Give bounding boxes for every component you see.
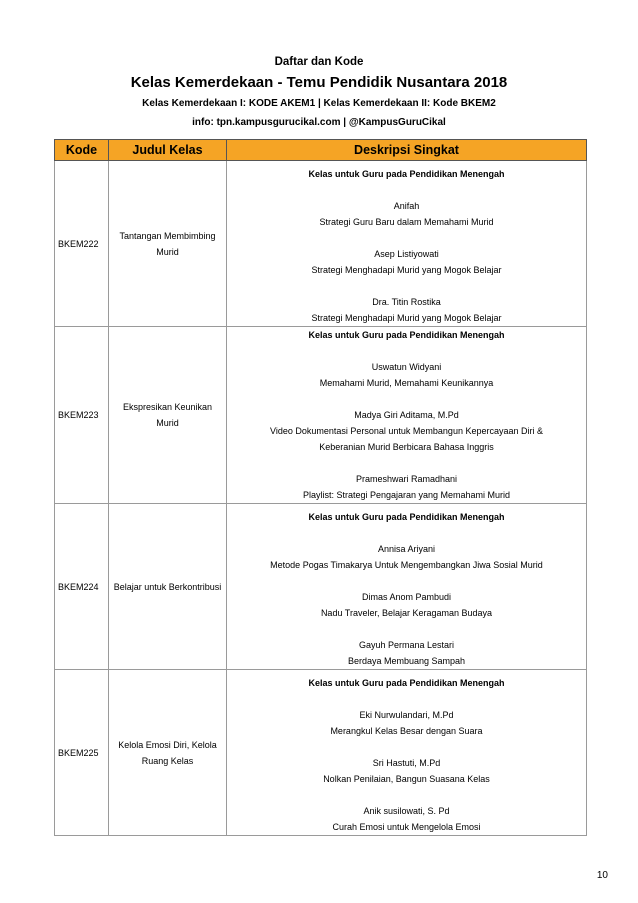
- desc-category: Kelas untuk Guru pada Pendidikan Menengah: [308, 169, 505, 179]
- desc-topic: Strategi Guru Baru dalam Memahami Murid: [319, 217, 494, 227]
- desc-topic: Berdaya Membuang Sampah: [347, 656, 466, 666]
- info-line: info: tpn.kampusgurucikal.com | @KampusGuruCikal: [192, 117, 446, 128]
- desc-topic: Curah Emosi untuk Mengelola Emosi: [332, 822, 481, 832]
- table-row: [55, 161, 587, 327]
- cell-deskripsi: [227, 670, 587, 836]
- cell-kode: BKEM224: [55, 504, 109, 670]
- desc-spacer: [227, 691, 586, 707]
- cell-kode: BKEM222: [55, 161, 109, 327]
- desc-topic: Strategi Menghadapi Murid yang Mogok Belajar: [311, 265, 502, 275]
- document-title: Kelas Kemerdekaan - Temu Pendidik Nusantara 2018: [130, 74, 508, 91]
- desc-spacer: [227, 182, 586, 198]
- desc-spacer: [227, 739, 586, 755]
- desc-spacer: [227, 343, 586, 359]
- document-heading: Daftar dan Kode: [274, 56, 364, 68]
- desc-speaker: Eki Nurwulandari, M.Pd: [359, 710, 454, 720]
- desc-spacer: [227, 621, 586, 637]
- desc-speaker: Gayuh Permana Lestari: [358, 640, 455, 650]
- class-codes-line: Kelas Kemerdekaan I: KODE AKEM1 | Kelas Kemerdekaan II: Kode BKEM2: [142, 98, 496, 109]
- desc-spacer: [227, 525, 586, 541]
- cell-deskripsi: [227, 161, 587, 327]
- desc-topic: Keberanian Murid Berbicara Bahasa Inggris: [319, 442, 494, 452]
- cell-judul: Ekspresikan Keunikan Murid: [109, 327, 227, 504]
- cell-judul: Kelola Emosi Diri, Kelola Ruang Kelas: [109, 670, 227, 836]
- desc-speaker: Asep Listiyowati: [374, 249, 439, 259]
- column-header-deskripsi: Deskripsi Singkat: [227, 140, 587, 161]
- desc-spacer: [227, 230, 586, 246]
- desc-category: Kelas untuk Guru pada Pendidikan Menengah: [308, 678, 505, 688]
- desc-spacer: [227, 787, 586, 803]
- desc-category: Kelas untuk Guru pada Pendidikan Menengah: [308, 330, 505, 340]
- cell-judul: Belajar untuk Berkontribusi: [109, 504, 227, 670]
- desc-topic: Memahami Murid, Memahami Keunikannya: [319, 378, 494, 388]
- cell-kode: BKEM225: [55, 670, 109, 836]
- desc-speaker: Annisa Ariyani: [377, 544, 436, 554]
- page-number: 10: [596, 870, 608, 881]
- desc-spacer: [227, 455, 586, 471]
- cell-deskripsi: [227, 504, 587, 670]
- cell-deskripsi: [227, 327, 587, 504]
- desc-speaker: Dimas Anom Pambudi: [361, 592, 452, 602]
- desc-speaker: Prameshwari Ramadhani: [355, 474, 458, 484]
- table-row: [55, 670, 587, 836]
- class-table: [54, 139, 587, 836]
- table-header-row: [55, 140, 587, 161]
- cell-kode: BKEM223: [55, 327, 109, 504]
- desc-topic: Nolkan Penilaian, Bangun Suasana Kelas: [323, 774, 490, 784]
- desc-speaker: Anifah: [393, 201, 420, 211]
- desc-speaker: Uswatun Widyani: [371, 362, 442, 372]
- desc-speaker: Madya Giri Aditama, M.Pd: [354, 410, 459, 420]
- desc-spacer: [227, 573, 586, 589]
- desc-topic: Nadu Traveler, Belajar Keragaman Budaya: [320, 608, 493, 618]
- desc-speaker: Anik susilowati, S. Pd: [363, 806, 450, 816]
- desc-topic: Strategi Menghadapi Murid yang Mogok Belajar: [311, 313, 502, 323]
- desc-topic: Merangkul Kelas Besar dengan Suara: [330, 726, 483, 736]
- column-header-kode: Kode: [55, 140, 109, 161]
- desc-category: Kelas untuk Guru pada Pendidikan Menengah: [308, 512, 505, 522]
- column-header-judul: Judul Kelas: [109, 140, 227, 161]
- desc-spacer: [227, 391, 586, 407]
- desc-topic: Playlist: Strategi Pengajaran yang Memahami Murid: [302, 490, 511, 500]
- cell-judul: Tantangan Membimbing Murid: [109, 161, 227, 327]
- desc-topic: Metode Pogas Timakarya Untuk Mengembangkan Jiwa Sosial Murid: [270, 560, 543, 570]
- desc-speaker: Sri Hastuti, M.Pd: [372, 758, 441, 768]
- desc-topic: Video Dokumentasi Personal untuk Membangun Kepercayaan Diri &: [270, 426, 543, 436]
- desc-speaker: Dra. Titin Rostika: [372, 297, 441, 307]
- table-row: [55, 504, 587, 670]
- table-row: [55, 327, 587, 504]
- desc-spacer: [227, 278, 586, 294]
